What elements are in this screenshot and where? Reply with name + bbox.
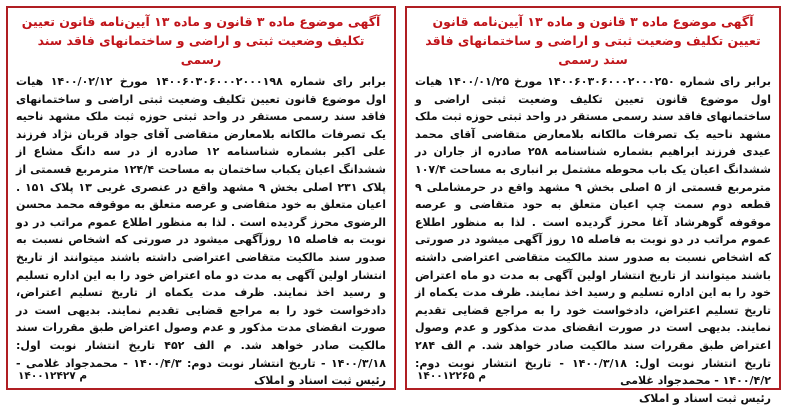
- notice-code: ۱۴۰۰۱۲۴۲۷ م: [18, 370, 88, 382]
- notice-body: [415, 73, 771, 390]
- notice-left: [6, 6, 396, 390]
- notice-code: ۱۴۰۰۱۲۲۶۵ م: [417, 370, 487, 382]
- notice-body: [16, 73, 386, 390]
- notice-body-text: برابر رای شماره ۱۴۰۰۶۰۳۰۶۰۰۰۲۰۰۰۱۹۸ مورخ ۱۴۰۰/۰۲/۱۲ هیات اول موضوع قانون تعیین تکلیف وضعیت ثبتی اراضی و ساختمانهای فاقد سند رسمی مستقر در واحد ثبتی حوزه ثبت ملک مشهد ناحیه یک تصرفات مالکانه بلامعارض متقاضی آقای جواد قربان نژاد فرزند علی اکبر بشماره شناسنامه ۱۲ صادره از در سه دانگ مشاع از ششدانگ اعیان یکباب ساختمان به مساحت ۱۲۴/۴ مترمربع قسمتی از پلاک ۲۳۱ اصلی بخش ۹ مشهد واقع در عنصری غربی ۱۳ پلاک ۱۵۱ . اعیان متعلق به خود متقاضی و عرصه متعلق به موقوفه محمد محسن الرضوی محرز گردیده است . لذا به منظور اطلاع عموم مراتب در دو نوبت به فاصله ۱۵ روزآگهی میشود در صورتی که اشخاص نسبت به صدور سند مالکیت متقاضی اعتراضی داشته باشند میتوانند از تاریخ انتشار اولین آگهی به مدت دو ماه اعتراض خود را به این اداره تسلیم و رسید اخذ نمایند. ظرف مدت یکماه از تاریخ تسلیم اعتراض، دادخواست خود را به مراجع قضایی تقدیم نمایند. بدیهی است در صورت انقضای مدت مذکور و عدم وصول اعتراض طبق مقررات سند مالکیت صادر خواهد شد. م الف ۴۵۲ تاریخ انتشار نوبت اول: ۱۴۰۰/۳/۱۸ - تاریخ انتشار نوبت دوم: ۱۴۰۰/۴/۳ - محمدجواد غلامی - رئیس ثبت اسناد و املاک: [16, 75, 387, 388]
- notice-right: [405, 6, 781, 405]
- notice-title: آگهی موضوع ماده ۳ قانون و ماده ۱۳ آیین‌نامه قانون تعیین تکلیف وضعیت ثبتی و اراضی و ساختمانهای فاقد سند رسمی: [425, 14, 761, 67]
- notice-signature: رئیس ثبت اسناد و املاک: [639, 391, 771, 405]
- notice-body-text: برابر رای شماره ۱۴۰۰۶۰۳۰۶۰۰۰۲۰۰۰۲۵۰ مورخ ۱۴۰۰/۰۱/۲۵ هیات اول موضوع قانون تعیین تکلیف وضعیت ثبتی اراضی و ساختمانهای فاقد سند رسمی مستقر در واحد ثبتی حوزه ثبت ملک مشهد ناحیه یک تصرفات مالکانه بلامعارض متقاضی آقای محمد عیدی فرزند ابراهیم بشماره شناسنامه ۲۵۸ صادره از جاران در ششدانگ اعیان یک باب محوطه مشتمل بر انباری به مساحت ۱۰۷/۴ مترمربع قسمتی از ۵ اصلی بخش ۹ مشهد واقع در حرمشاملی ۹ قطعه دوم سمت چپ اعیان متعلق به حود متقاضی و عرصه موقوفه گوهرشاد آغا محرز گردیده است . لذا به منظور اطلاع عموم مراتب در دو نوبت به فاصله ۱۵ روز آگهی میشود در صورتی که اشخاص نسبت به صدور سند مالکیت متقاضی اعتراضی داشته باشند میتوانند از تاریخ انتشار اولین آگهی به مدت دو ماه اعتراض خود را به این اداره تسلیم و رسید اخذ نمایند. ظرف مدت یکماه از تاریخ تسلیم اعتراض، دادخواست خود را به مراجع قضایی تقدیم نمایند. بدیهی است در صورت انقضای مدت مذکور و عدم وصول اعتراض طبق مقررات سند مالکیت صادر خواهد شد. م الف ۲۸۴ تاریخ انتشار نوبت اول: ۱۴۰۰/۳/۱۸ - تاریخ انتشار نوبت دوم: ۱۴۰۰/۴/۲ - محمدجواد غلامی: [415, 75, 771, 388]
- notice-title: آگهی موضوع ماده ۳ قانون و ماده ۱۳ آیین‌نامه قانون تعیین تکلیف وضعیت ثبتی و اراضی و ساختمانهای فاقد سند رسمی: [21, 14, 381, 67]
- column-divider: [398, 6, 400, 390]
